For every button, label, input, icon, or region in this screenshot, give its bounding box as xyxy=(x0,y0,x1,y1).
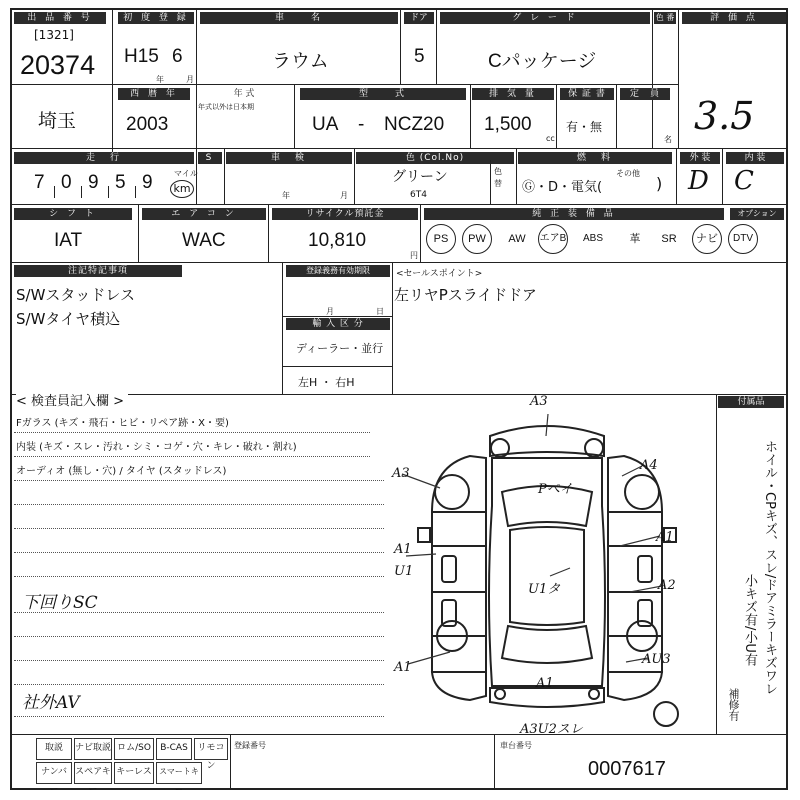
divider xyxy=(420,204,421,262)
capacity-unit: 名 xyxy=(664,135,672,144)
label-chassis: 車台番号 xyxy=(500,741,532,750)
divider xyxy=(196,148,197,204)
divider xyxy=(224,148,225,204)
label-color-no: 色 番 xyxy=(655,13,675,22)
divider xyxy=(268,204,269,262)
label-model-year: 西 暦 年 xyxy=(118,88,190,100)
divider xyxy=(138,204,139,262)
divider xyxy=(716,394,717,734)
label-shift: シ フ ト xyxy=(14,208,132,220)
dotted-rule xyxy=(14,504,384,505)
divider xyxy=(490,160,491,204)
damage-mark-roof-center: U1タ xyxy=(528,582,561,597)
divider xyxy=(10,148,788,149)
side-text-2: 小キズ有/小U有 xyxy=(742,574,757,666)
doors-value: 5 xyxy=(414,46,425,67)
divider xyxy=(10,84,678,85)
option-4: ABS xyxy=(582,233,603,244)
color-code: 6T4 xyxy=(410,190,427,200)
option-2: AW xyxy=(508,233,526,245)
damage-mark-rear-right: AU3 xyxy=(642,652,671,667)
option-7: ナビ xyxy=(692,224,722,254)
label-remote: リモコン xyxy=(194,738,228,760)
divider xyxy=(10,734,788,735)
divider xyxy=(10,262,788,263)
mileage-digit: 7 xyxy=(34,172,45,193)
warranty-value: 有・無 xyxy=(566,120,603,134)
label-type: 型 式 xyxy=(300,88,466,100)
lot-code: [1321] xyxy=(34,28,74,42)
label-mileage: 走 行 xyxy=(14,152,194,164)
chassis-number: 0007617 xyxy=(588,758,666,780)
label-keyless: キーレス xyxy=(114,762,154,784)
label-rom: ロム/SO xyxy=(114,738,154,760)
damage-mark-roof-top: Pぺイ xyxy=(538,482,573,497)
digit-separator xyxy=(81,186,82,198)
fuel-other: その他 xyxy=(616,169,640,178)
color-change: 色 替 xyxy=(494,167,502,188)
car-name: ラウム xyxy=(272,51,329,72)
damage-mark-front-left: A3 xyxy=(392,466,410,481)
year-unit: 年 xyxy=(156,75,164,84)
side-text-1: ホイル・CPキズ、スレ/ドアミラーキズワレ xyxy=(762,440,777,696)
region-value: 埼玉 xyxy=(38,111,77,132)
divider xyxy=(196,84,197,148)
fuel-close: ) xyxy=(656,174,663,193)
divider xyxy=(678,10,679,148)
grade-value: Cパッケージ xyxy=(488,51,597,72)
reg-month: 6 xyxy=(172,46,183,67)
handle-value: 左H ・ 右H xyxy=(298,376,355,389)
mileage-digit: 9 xyxy=(88,172,99,193)
label-sub: S xyxy=(198,152,222,164)
type-code: NCZ20 xyxy=(384,114,445,135)
digit-separator xyxy=(54,186,55,198)
damage-mark-right-2: A2 xyxy=(658,578,676,593)
divider xyxy=(722,148,723,204)
damage-mark-left-door-2: U1 xyxy=(394,564,414,579)
handwritten-av: 社外AV xyxy=(22,693,80,713)
recycle-value: 10,810 xyxy=(308,230,367,251)
lot-number: 20374 xyxy=(20,50,96,80)
damage-mark-rear-bumper: A1 xyxy=(536,676,554,691)
label-entry: 輸 入 区 分 xyxy=(286,318,390,330)
model-year-value: 2003 xyxy=(126,114,169,135)
divider xyxy=(294,84,295,148)
inspector-title: < 検査員記入欄 > xyxy=(16,390,128,409)
label-equipment: 純 正 装 備 品 xyxy=(424,208,724,220)
label-smart-key: スマートキー xyxy=(156,762,202,784)
label-bcas: B-CAS xyxy=(156,738,192,760)
label-plate: 年 式 xyxy=(233,89,273,99)
divider xyxy=(282,262,283,394)
side-text-3: 補修有 xyxy=(727,688,740,721)
label-interior: 内 装 xyxy=(726,152,784,164)
side-header: 付属品 xyxy=(718,396,784,408)
digit-separator xyxy=(108,186,109,198)
score-handwritten: 3.5 xyxy=(694,94,755,138)
label-nav-disk: ナビ取説 xyxy=(74,738,112,760)
fuel-value: Ⓖ・D・電気( xyxy=(522,180,603,195)
divider xyxy=(392,262,393,394)
label-number: ナンバー xyxy=(36,762,72,784)
dotted-rule xyxy=(14,636,384,637)
divider xyxy=(282,316,392,317)
handwritten-undercarriage: 下回りSC xyxy=(22,593,98,613)
divider xyxy=(230,734,231,790)
dotted-rule xyxy=(14,660,384,661)
label-color: 色 (Col.No) xyxy=(356,152,514,164)
damage-mark-rear-left: A1 xyxy=(394,660,412,675)
label-reg-expiry: 登録義務有効期限 xyxy=(286,265,390,277)
option-0: PS xyxy=(426,224,456,254)
divider xyxy=(400,10,401,84)
dotted-rule xyxy=(14,612,384,613)
option-6: SR xyxy=(661,233,677,245)
yen-unit: 円 xyxy=(410,251,418,260)
type-dash: - xyxy=(358,114,365,135)
label-reg-no: 登録番号 xyxy=(234,741,266,750)
label-first-reg: 初 度 登 録 xyxy=(118,12,194,24)
mileage-digit: 9 xyxy=(142,172,153,193)
shift-value: IAT xyxy=(54,230,83,251)
digit-separator xyxy=(135,186,136,198)
dotted-rule xyxy=(14,684,384,685)
damage-mark-left-door: A1 xyxy=(394,542,412,557)
divider xyxy=(196,10,197,84)
label-options: オプション xyxy=(730,208,784,220)
sales-point-value: 左リヤPスライドドア xyxy=(394,286,537,304)
miles-label: マイル xyxy=(174,169,198,178)
label-recycle: リサイクル預託金 xyxy=(272,208,418,220)
option-8: DTV xyxy=(728,224,758,254)
divider xyxy=(354,148,355,204)
option-3: エアB xyxy=(538,224,568,254)
label-aircon: エ ア コ ン xyxy=(142,208,266,220)
label-fuel: 燃 料 xyxy=(518,152,672,164)
aircon-value: WAC xyxy=(182,230,226,251)
label-plate-small: 年式以外は日本期 xyxy=(198,103,254,111)
dotted-rule xyxy=(14,480,384,481)
displacement-value: 1,500 xyxy=(484,114,532,135)
divider xyxy=(494,734,495,790)
dotted-rule xyxy=(14,528,384,529)
divider xyxy=(616,84,617,148)
special-line-1: S/Wスタッドレス xyxy=(16,286,135,304)
inspection-year-unit: 年 xyxy=(282,191,290,200)
label-exterior: 外 装 xyxy=(680,152,720,164)
label-lot: 出 品 番 号 xyxy=(14,12,106,24)
mileage-digit: 0 xyxy=(61,172,72,193)
label-spare-key: スペアキー xyxy=(74,762,112,784)
label-sales-point: <セールスポイント> xyxy=(396,269,483,279)
damage-mark-rear-bottom: A3U2スレ xyxy=(520,722,583,737)
label-grade: グ レ ー ド xyxy=(440,12,650,24)
exterior-grade: D xyxy=(688,166,709,196)
expiry-day-unit: 日 xyxy=(376,307,384,316)
divider xyxy=(282,366,392,367)
damage-mark-top: A3 xyxy=(530,394,548,409)
divider xyxy=(470,84,471,148)
divider xyxy=(652,10,653,148)
inspector-line-1: Fガラス (キズ・飛石・ヒビ・リペア跡・X・要) xyxy=(16,418,229,429)
divider xyxy=(556,84,557,148)
era-year: H15 xyxy=(124,46,159,67)
mileage-digit: 5 xyxy=(115,172,126,193)
label-score: 評 価 点 xyxy=(682,12,786,24)
cc-unit: cc xyxy=(546,134,555,143)
option-1: PW xyxy=(462,224,492,254)
label-inspection: 車 検 xyxy=(226,152,352,164)
expiry-month-unit: 月 xyxy=(326,307,334,316)
dotted-rule xyxy=(14,716,384,717)
divider xyxy=(516,148,517,204)
label-special: 注記特記事項 xyxy=(14,265,182,277)
divider xyxy=(112,10,113,152)
divider xyxy=(10,204,788,205)
damage-mark-front-right: A4 xyxy=(640,458,658,473)
dotted-rule xyxy=(14,432,370,433)
dealer-value: ディーラー・並行 xyxy=(296,342,384,355)
label-car-name: 車 名 xyxy=(200,12,398,24)
divider xyxy=(676,148,677,204)
label-manual: 取説 xyxy=(36,738,72,760)
inspection-month-unit: 月 xyxy=(340,191,348,200)
special-line-2: S/Wタイヤ積込 xyxy=(16,310,121,328)
interior-grade: C xyxy=(734,166,754,196)
km-unit: km xyxy=(170,180,194,198)
label-warranty: 保 証 書 xyxy=(560,88,614,100)
month-unit: 月 xyxy=(186,75,194,84)
dotted-rule xyxy=(14,552,384,553)
label-doors: ドア xyxy=(404,12,434,24)
divider xyxy=(436,10,437,84)
damage-mark-right-1: A1 xyxy=(656,530,674,545)
type-prefix: UA xyxy=(312,114,339,135)
color-value: グリーン xyxy=(392,169,448,185)
inspector-line-3: オーディオ (無し・穴) / タイヤ (スタッドレス) xyxy=(16,466,227,477)
option-5: 革 xyxy=(629,233,641,245)
label-capacity: 定 員 xyxy=(620,88,670,100)
inspector-line-2: 内装 (キズ・スレ・汚れ・シミ・コゲ・穴・キレ・破れ・割れ) xyxy=(16,442,297,453)
label-displacement: 排 気 量 xyxy=(472,88,554,100)
dotted-rule xyxy=(14,576,384,577)
dotted-rule xyxy=(14,456,370,457)
